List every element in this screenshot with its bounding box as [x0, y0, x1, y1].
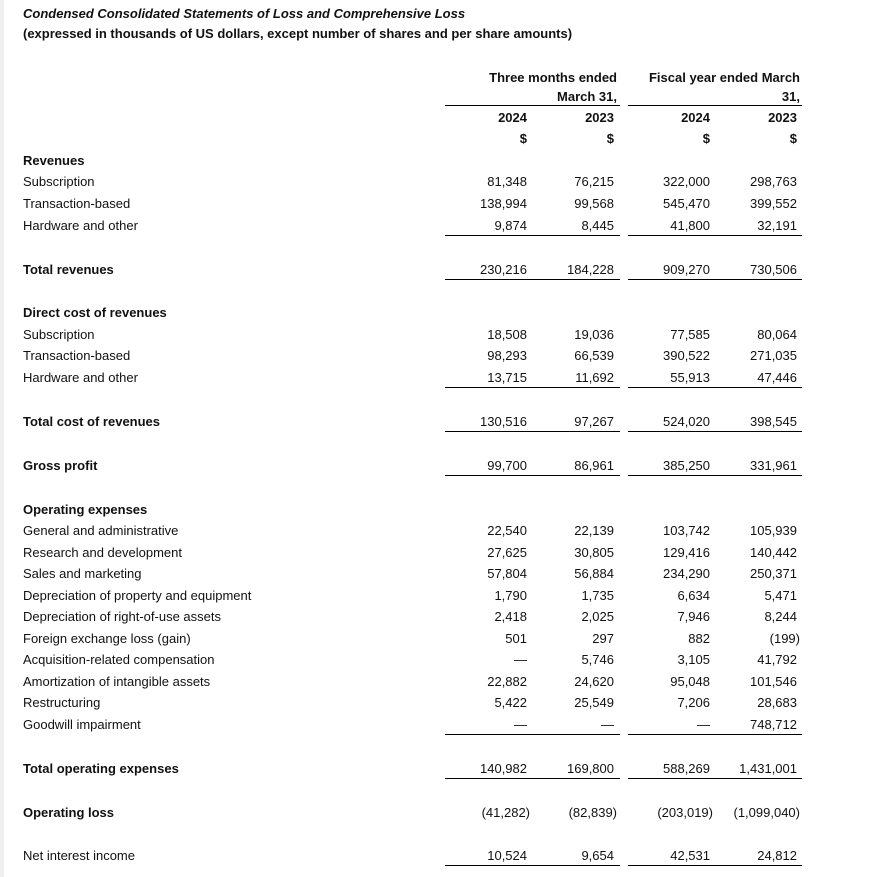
- total-value: 169,800: [567, 761, 614, 776]
- year-col-3: 2024: [681, 110, 710, 125]
- row-value: 57,804: [487, 566, 527, 581]
- row-value: 129,416: [663, 545, 710, 560]
- row-value: 5,422: [494, 695, 527, 710]
- row-value: 271,035: [750, 348, 797, 363]
- subtotal-rule: [628, 235, 802, 236]
- year-col-4: 2023: [768, 110, 797, 125]
- row-value: 8,244: [764, 609, 797, 624]
- subtotal-rule: [445, 734, 620, 735]
- row-label: Amortization of intangible assets: [23, 674, 211, 689]
- total-operating-expenses-label: Total operating expenses: [23, 761, 179, 776]
- net-interest-income-value: 42,531: [670, 848, 710, 863]
- gross-profit-label: Gross profit: [23, 458, 98, 473]
- row-value: 56,884: [574, 566, 614, 581]
- header-rule-fiscal-year: [628, 105, 802, 106]
- total-rule: [445, 431, 620, 432]
- row-label: Sales and marketing: [23, 566, 142, 581]
- row-value: (199): [769, 631, 800, 646]
- row-value: 7,206: [677, 695, 710, 710]
- row-value: 5,471: [764, 588, 797, 603]
- header-three-months-line2: March 31,: [557, 89, 617, 104]
- gross-profit-value: 86,961: [574, 458, 614, 473]
- row-value: 501: [505, 631, 527, 646]
- row-value: 5,746: [581, 652, 614, 667]
- row-value: 22,139: [574, 523, 614, 538]
- row-value: 18,508: [487, 327, 527, 342]
- row-value: 22,882: [487, 674, 527, 689]
- row-label: Goodwill impairment: [23, 717, 141, 732]
- row-label: Acquisition-related compensation: [23, 652, 215, 667]
- row-value: 98,293: [487, 348, 527, 363]
- total-value: 588,269: [663, 761, 710, 776]
- row-value: 399,552: [750, 196, 797, 211]
- row-value: 41,800: [670, 218, 710, 233]
- row-value: 6,634: [677, 588, 710, 603]
- row-value: 76,215: [574, 174, 614, 189]
- row-value: 95,048: [670, 674, 710, 689]
- total-value: 1,431,001: [739, 761, 797, 776]
- total-value: 398,545: [750, 414, 797, 429]
- row-label: Transaction-based: [23, 196, 131, 211]
- total-cost-of-revenues-label: Total cost of revenues: [23, 414, 161, 429]
- total-value: 130,516: [480, 414, 527, 429]
- header-fiscal-year-line1: Fiscal year ended March: [648, 70, 800, 85]
- row-value: 3,105: [677, 652, 710, 667]
- operating-loss-value: (1,099,040): [733, 805, 800, 820]
- row-value: 25,549: [574, 695, 614, 710]
- subtotal-rule: [628, 734, 802, 735]
- row-value: 66,539: [574, 348, 614, 363]
- row-value: 105,939: [750, 523, 797, 538]
- header-fiscal-year: [628, 68, 800, 106]
- total-value: 230,216: [480, 262, 527, 277]
- row-value: 77,585: [670, 327, 710, 342]
- row-value: 748,712: [750, 717, 797, 732]
- net-interest-income-value: 10,524: [487, 848, 527, 863]
- section-heading-cost-of-revenues: Direct cost of revenues: [23, 305, 167, 320]
- total-rule: [445, 865, 620, 866]
- row-label: Restructuring: [23, 695, 101, 710]
- section-heading-operating-expenses: Operating expenses: [23, 502, 148, 517]
- total-rule: [628, 865, 802, 866]
- header-rule-three-months: [445, 105, 620, 106]
- row-value: 390,522: [663, 348, 710, 363]
- total-value: 97,267: [574, 414, 614, 429]
- subtotal-rule: [445, 235, 620, 236]
- total-rule: [628, 475, 802, 476]
- net-interest-income-label: Net interest income: [23, 848, 135, 863]
- row-value: 297: [592, 631, 614, 646]
- row-value: 103,742: [663, 523, 710, 538]
- row-value: 19,036: [574, 327, 614, 342]
- row-value: 8,445: [581, 218, 614, 233]
- row-value: 81,348: [487, 174, 527, 189]
- row-value: —: [601, 717, 614, 732]
- year-col-1: 2024: [498, 110, 527, 125]
- row-value: 1,735: [581, 588, 614, 603]
- row-value: —: [514, 652, 527, 667]
- operating-loss-value: (203,019): [657, 805, 713, 820]
- year-col-2: 2023: [585, 110, 614, 125]
- row-value: 101,546: [750, 674, 797, 689]
- operating-loss-label: Operating loss: [23, 805, 115, 820]
- currency-col-3: $: [702, 131, 710, 146]
- row-value: 27,625: [487, 545, 527, 560]
- row-label: Research and development: [23, 545, 182, 560]
- row-label: Subscription: [23, 327, 95, 342]
- total-rule: [628, 279, 802, 280]
- total-rule: [628, 778, 802, 779]
- row-value: —: [514, 717, 527, 732]
- row-value: 140,442: [750, 545, 797, 560]
- row-value: 80,064: [757, 327, 797, 342]
- row-value: 234,290: [663, 566, 710, 581]
- total-value: 524,020: [663, 414, 710, 429]
- row-value: 28,683: [757, 695, 797, 710]
- currency-col-4: $: [789, 131, 797, 146]
- row-value: 882: [688, 631, 710, 646]
- net-interest-income-value: 24,812: [757, 848, 797, 863]
- row-value: 2,418: [494, 609, 527, 624]
- row-label: Foreign exchange loss (gain): [23, 631, 191, 646]
- row-label: Depreciation of right-of-use assets: [23, 609, 221, 624]
- row-value: —: [697, 717, 710, 732]
- header-fiscal-year-line2: 31,: [781, 89, 800, 104]
- row-label: Transaction-based: [23, 348, 131, 363]
- statement-subtitle: (expressed in thousands of US dollars, except number of shares and per share amounts): [23, 26, 573, 41]
- subtotal-rule: [445, 387, 620, 388]
- row-label: General and administrative: [23, 523, 179, 538]
- total-value: 730,506: [750, 262, 797, 277]
- section-heading-revenues: Revenues: [23, 153, 85, 168]
- net-interest-income-value: 9,654: [581, 848, 614, 863]
- row-value: 1,790: [494, 588, 527, 603]
- row-value: 11,692: [575, 370, 614, 385]
- row-label: Hardware and other: [23, 370, 138, 385]
- row-value: 32,191: [757, 218, 797, 233]
- row-value: 99,568: [574, 196, 614, 211]
- row-value: 9,874: [494, 218, 527, 233]
- header-three-months: [445, 68, 617, 106]
- row-value: 41,792: [757, 652, 797, 667]
- row-value: 22,540: [487, 523, 527, 538]
- total-value: 140,982: [480, 761, 527, 776]
- currency-col-1: $: [519, 131, 527, 146]
- currency-col-2: $: [606, 131, 614, 146]
- operating-loss-value: (82,839): [568, 805, 617, 820]
- row-label: Depreciation of property and equipment: [23, 588, 252, 603]
- row-value: 55,913: [670, 370, 710, 385]
- total-rule: [445, 279, 620, 280]
- left-edge-strip: [0, 0, 4, 877]
- gross-profit-value: 99,700: [487, 458, 527, 473]
- row-value: 30,805: [574, 545, 614, 560]
- total-revenues-label: Total revenues: [23, 262, 114, 277]
- operating-loss-value: (41,282): [481, 805, 530, 820]
- total-rule: [445, 778, 620, 779]
- row-value: 47,446: [757, 370, 797, 385]
- row-value: 250,371: [750, 566, 797, 581]
- row-label: Subscription: [23, 174, 95, 189]
- header-three-months-line1: Three months ended: [489, 70, 617, 85]
- gross-profit-value: 331,961: [750, 458, 797, 473]
- row-value: 545,470: [663, 196, 710, 211]
- row-value: 322,000: [663, 174, 710, 189]
- total-rule: [628, 431, 802, 432]
- total-value: 909,270: [663, 262, 710, 277]
- row-value: 298,763: [750, 174, 797, 189]
- gross-profit-value: 385,250: [663, 458, 710, 473]
- row-label: Hardware and other: [23, 218, 138, 233]
- row-value: 24,620: [574, 674, 614, 689]
- row-value: 2,025: [581, 609, 614, 624]
- total-value: 184,228: [567, 262, 614, 277]
- row-value: 13,715: [487, 370, 527, 385]
- subtotal-rule: [628, 387, 802, 388]
- row-value: 7,946: [677, 609, 710, 624]
- row-value: 138,994: [480, 196, 527, 211]
- statement-title: Condensed Consolidated Statements of Loss and Comprehensive Loss: [23, 6, 466, 21]
- total-rule: [445, 475, 620, 476]
